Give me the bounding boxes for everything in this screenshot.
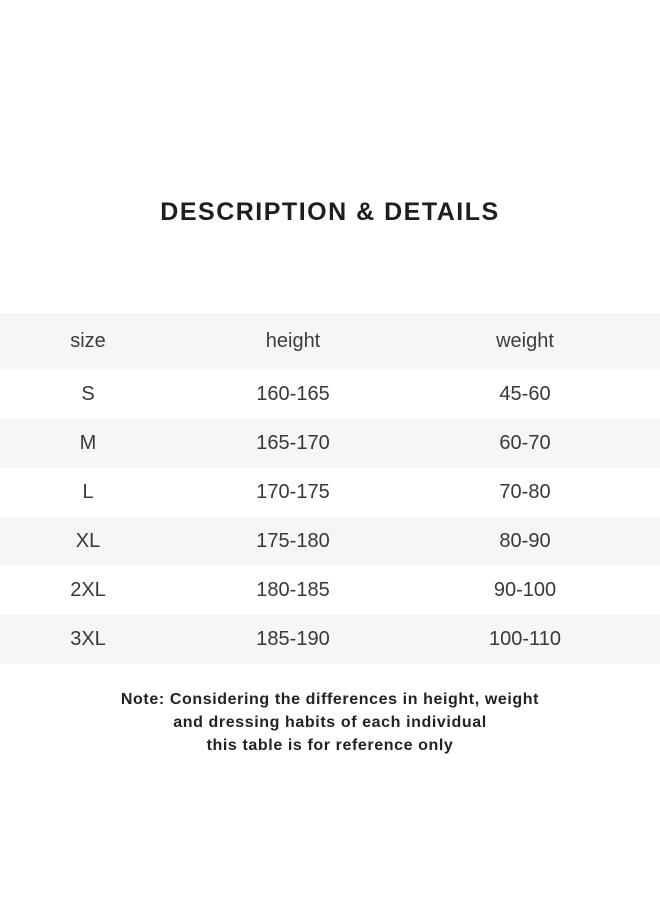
- reference-note: [0, 688, 660, 757]
- weight-value: 80-90: [499, 530, 551, 552]
- height-value: 185-190: [256, 628, 330, 650]
- note-line-2: and dressing habits of each individual: [173, 714, 487, 731]
- size-value: 3XL: [70, 628, 106, 650]
- table-row-xl: [0, 517, 660, 566]
- size-value: M: [79, 432, 97, 454]
- note-line-3: this table is for reference only: [206, 737, 454, 754]
- size-value: 2XL: [70, 579, 106, 601]
- height-value: 160-165: [256, 383, 330, 405]
- size-value: L: [82, 481, 94, 503]
- table-row-s: [0, 370, 660, 419]
- height-value: 170-175: [256, 481, 330, 503]
- size-value: XL: [75, 530, 101, 552]
- note-line-1: Note: Considering the differences in height, weight: [120, 691, 540, 708]
- column-header-size: size: [70, 330, 106, 352]
- table-row-2xl: [0, 566, 660, 615]
- weight-value: 90-100: [493, 579, 557, 601]
- weight-value: 100-110: [489, 628, 561, 650]
- page-title: DESCRIPTION & DETAILS: [160, 198, 500, 226]
- weight-value: 70-80: [499, 481, 551, 503]
- weight-value: 45-60: [499, 383, 551, 405]
- table-row-3xl: [0, 615, 660, 664]
- height-value: 165-170: [256, 432, 330, 454]
- weight-value: 60-70: [499, 432, 551, 454]
- size-value: S: [81, 383, 95, 405]
- column-header-weight: weight: [496, 330, 554, 352]
- table-row-m: [0, 419, 660, 468]
- table-row-l: [0, 468, 660, 517]
- column-header-height: height: [265, 330, 321, 352]
- table-header-row: [0, 313, 660, 370]
- size-chart-table: [0, 313, 660, 664]
- height-value: 175-180: [256, 530, 330, 552]
- height-value: 180-185: [256, 579, 330, 601]
